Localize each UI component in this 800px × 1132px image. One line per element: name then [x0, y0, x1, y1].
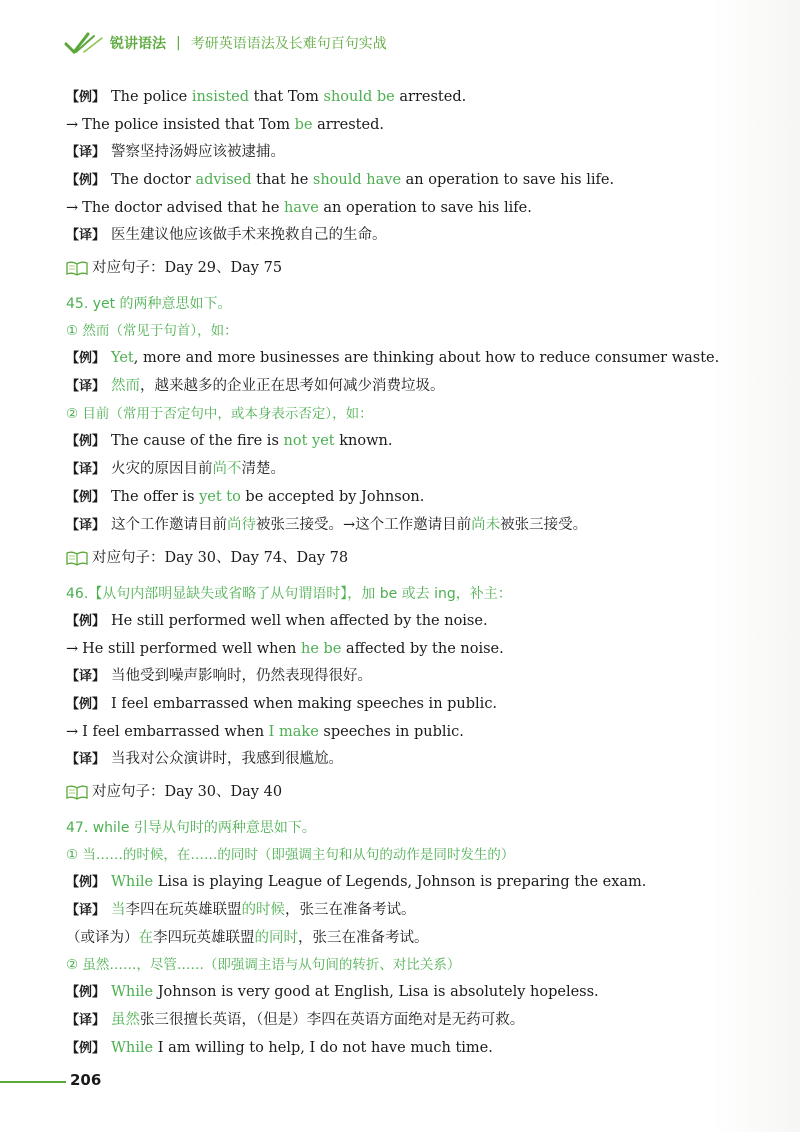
subheading — [66, 956, 746, 974]
line-text: 被张三接受。 — [500, 517, 588, 533]
page-content — [66, 88, 746, 1067]
line-tag: 【例】 — [66, 697, 106, 712]
line-text: 这个工作邀请目前 — [111, 517, 228, 533]
line-tag: 【译】 — [66, 903, 106, 918]
line-text: 张三很擅长英语，（但是）李四在英语方面绝对是无药可救。 — [140, 1012, 525, 1028]
line-text: 对应句子：Day 30、Day 40 — [92, 784, 283, 800]
line-text: affected by the noise. — [341, 641, 504, 657]
text-line — [66, 516, 746, 535]
highlight-text: should have — [312, 172, 402, 188]
line-text: an operation to save his life. — [318, 200, 532, 216]
line-text: 45. yet 的两种意思如下。 — [66, 296, 232, 312]
highlight-text: 然而 — [111, 378, 141, 394]
line-text: The offer is — [111, 489, 200, 505]
line-tag: 【例】 — [66, 1041, 106, 1056]
text-line — [66, 432, 746, 451]
line-text: 清楚。 — [241, 461, 286, 477]
line-text: 被张三接受。→这个工作邀请目前 — [256, 517, 472, 533]
line-tag: 【译】 — [66, 752, 106, 767]
highlight-text: 的时候 — [241, 902, 286, 918]
line-text: ，张三在准备考试。 — [285, 902, 416, 918]
open-book-icon — [66, 260, 88, 276]
line-text: an operation to save his life. — [401, 172, 615, 188]
highlight-text: While — [111, 984, 154, 1000]
line-text: 对应句子：Day 30、Day 74、Day 78 — [92, 550, 349, 566]
text-line — [66, 460, 746, 479]
highlight-text: I make — [268, 724, 319, 740]
highlight-text: 尚未 — [471, 517, 501, 533]
highlight-text: be — [294, 117, 313, 133]
line-text: 医生建议他应该做手术来挽救自己的生命。 — [111, 227, 387, 243]
line-text: arrested. — [394, 89, 467, 105]
highlight-text: yet to — [199, 489, 241, 505]
footer-rule — [0, 1081, 66, 1083]
text-line — [66, 750, 746, 769]
highlight-text: 尚不 — [212, 461, 242, 477]
page-number: 206 — [70, 1071, 102, 1089]
line-text: I feel embarrassed when — [82, 724, 269, 740]
text-line — [66, 640, 746, 658]
line-text: I feel embarrassed when making speeches in public. — [111, 696, 498, 712]
subheading — [66, 322, 746, 340]
line-text: Lisa is playing League of Legends, Johnson is preparing the exam. — [153, 874, 647, 890]
line-text: that Tom — [249, 89, 324, 105]
text-line — [66, 171, 746, 190]
line-tag: 【译】 — [66, 145, 106, 160]
header-separator: | — [176, 35, 181, 51]
reference-line — [66, 259, 746, 277]
text-line — [66, 143, 746, 162]
line-text: arrested. — [312, 117, 384, 133]
highlight-text: should be — [323, 89, 395, 105]
text-line — [66, 723, 746, 741]
line-tag: 【译】 — [66, 669, 106, 684]
line-tag: 【译】 — [66, 1013, 106, 1028]
text-line — [66, 349, 746, 368]
text-line — [66, 873, 746, 892]
section-heading — [66, 295, 746, 313]
highlight-text: While — [111, 1040, 154, 1056]
line-text: The police — [111, 89, 192, 105]
highlight-text: have — [284, 200, 319, 216]
line-text: 47. while 引导从句时的两种意思如下。 — [66, 820, 316, 836]
text-line — [66, 226, 746, 245]
line-text: 46.【从句内部明显缺失或省略了从句谓语时】，加 be 或去 ing，补主： — [66, 586, 512, 602]
line-text: speeches in public. — [318, 724, 464, 740]
arrow-icon: → — [66, 117, 79, 133]
highlight-text: insisted — [191, 89, 250, 105]
line-text: I am willing to help, I do not have much time. — [153, 1040, 493, 1056]
highlight-text: 虽然 — [111, 1012, 141, 1028]
line-tag: 【译】 — [66, 518, 106, 533]
line-text: ，越来越多的企业正在思考如何减少消费垃圾。 — [140, 378, 445, 394]
highlight-text: While — [111, 874, 154, 890]
text-line — [66, 983, 746, 1002]
brand-name: 锐讲语法 — [110, 36, 166, 52]
line-tag: 【例】 — [66, 434, 106, 449]
line-text: 火灾的原因目前 — [111, 461, 213, 477]
text-line — [66, 199, 746, 217]
line-tag: 【例】 — [66, 490, 106, 505]
line-text: 李四玩英雄联盟 — [153, 930, 255, 946]
line-tag: 【译】 — [66, 379, 106, 394]
line-text: ② 目前（常用于否定句中，或本身表示否定），如： — [66, 406, 373, 422]
line-text: 李四在玩英雄联盟 — [125, 902, 242, 918]
line-text: The doctor advised that he — [82, 200, 285, 216]
text-line — [66, 488, 746, 507]
section-heading — [66, 585, 746, 603]
line-tag: 【例】 — [66, 614, 106, 629]
line-text: He still performed well when — [82, 641, 301, 657]
line-text: ① 然而（常见于句首），如： — [66, 323, 238, 339]
text-line — [66, 1011, 746, 1030]
open-book-icon — [66, 550, 88, 566]
text-line — [66, 116, 746, 134]
arrow-icon: → — [66, 200, 79, 216]
text-line — [66, 1039, 746, 1058]
page-header — [64, 30, 387, 56]
highlight-text: 的同时 — [254, 930, 298, 946]
line-tag: 【例】 — [66, 90, 106, 105]
line-tag: 【译】 — [66, 462, 106, 477]
arrow-icon: → — [66, 724, 79, 740]
text-line — [66, 901, 746, 920]
line-text: 警察坚持汤姆应该被逮捕。 — [111, 144, 286, 160]
highlight-text: 尚待 — [227, 517, 257, 533]
reference-line — [66, 549, 746, 567]
subheading — [66, 846, 746, 864]
line-tag: 【例】 — [66, 985, 106, 1000]
line-text: The doctor — [111, 172, 196, 188]
line-text: known. — [334, 433, 393, 449]
line-text: that he — [251, 172, 313, 188]
highlight-text: 在 — [138, 930, 153, 946]
line-text: 对应句子：Day 29、Day 75 — [92, 260, 283, 276]
text-line — [66, 612, 746, 631]
text-line — [66, 88, 746, 107]
arrow-icon: → — [66, 641, 79, 657]
line-tag: 【例】 — [66, 173, 106, 188]
line-tag: 【例】 — [66, 875, 106, 890]
text-line — [66, 929, 746, 947]
line-text: The police insisted that Tom — [82, 117, 295, 133]
line-text: He still performed well when affected by the noise. — [111, 613, 488, 629]
line-text: The cause of the fire is — [111, 433, 284, 449]
open-book-icon — [66, 784, 88, 800]
line-text: 当他受到噪声影响时，仍然表现得很好。 — [111, 668, 373, 684]
section-heading — [66, 819, 746, 837]
highlight-text: Yet — [111, 350, 134, 366]
line-tag: 【例】 — [66, 351, 106, 366]
line-text: , more and more businesses are thinking about how to reduce consumer waste. — [133, 350, 720, 366]
text-line — [66, 667, 746, 686]
text-line — [66, 377, 746, 396]
line-text: ② 虽然……，尽管……（即强调主语与从句间的转折、对比关系） — [66, 957, 461, 973]
line-text: ，张三在准备考试。 — [298, 930, 429, 946]
subheading — [66, 405, 746, 423]
text-line — [66, 695, 746, 714]
line-tag: 【译】 — [66, 228, 106, 243]
book-title: 考研英语语法及长难句百句实战 — [190, 36, 387, 52]
line-text: Johnson is very good at English, Lisa is absolutely hopeless. — [153, 984, 599, 1000]
reference-line — [66, 783, 746, 801]
highlight-text: 当 — [111, 902, 126, 918]
checkmark-logo-icon — [64, 30, 104, 56]
highlight-text: advised — [195, 172, 252, 188]
highlight-text: not yet — [283, 433, 335, 449]
line-text: ① 当……的时候，在……的同时（即强调主句和从句的动作是同时发生的） — [66, 847, 515, 863]
line-text: 当我对公众演讲时，我感到很尴尬。 — [111, 751, 344, 767]
line-text: be accepted by Johnson. — [240, 489, 425, 505]
highlight-text: he be — [300, 641, 342, 657]
line-text: （或译为） — [66, 930, 139, 946]
